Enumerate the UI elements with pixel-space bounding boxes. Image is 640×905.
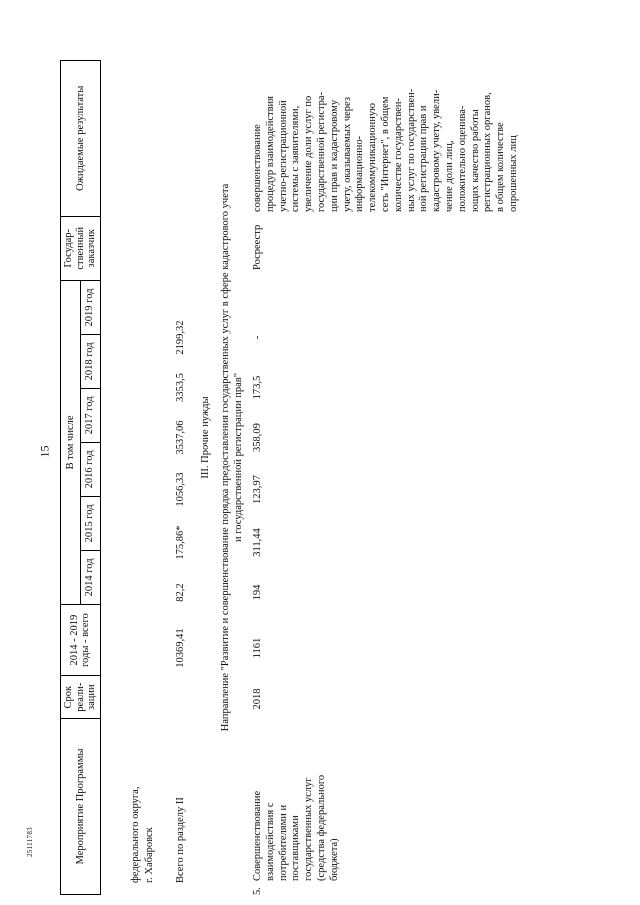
row-5-number: 5. [252,887,263,895]
row-5-result-line: процедур взаимодействия [264,96,276,212]
row-5-total: 1161 [252,637,263,659]
direction-title-line-2: и государственной регистрации прав" [233,372,244,543]
row-5-result-line: совершенствование [252,124,263,212]
continuation-line-2: г. Хабаровск [144,827,155,883]
row-5-event-line: государственных услуг [303,777,315,881]
row-5-2014: 194 [252,584,263,601]
section-title: III. Прочие нужды [200,396,211,479]
header-including: В том числе [61,280,81,604]
row-5-2018: 173,5 [252,375,263,400]
rotated-page-content [60,60,615,895]
row-5-2017: 358,09 [252,423,263,452]
row-5-result-line: регистрационных органов, [482,92,494,212]
header-year-2017: 2017 год [80,388,100,442]
section-total-2016: 1056,33 [175,472,186,507]
section-total-2019: 2199,32 [175,320,186,355]
row-5-result-line: телекоммуникационную [367,103,379,212]
section-total-2015: 175,86* [175,525,186,560]
header-year-2015: 2015 год [80,496,100,550]
direction-title-line-1: Направление "Развитие и совершенствование порядка предоставления государственных услуг в сфере кадастрового учета [220,183,231,732]
row-5-result-line: увеличение доли услуг по [303,95,315,212]
row-5-result-line: системы с заявителями, [290,105,302,212]
header-term: Срок реали-зации [61,676,101,719]
row-5-event-line: бюджета) [328,838,340,881]
section-total-2014: 82,2 [175,583,186,602]
row-5-result-line: ной регистрации прав и [418,105,430,212]
header-year-2014: 2014 год [80,550,100,604]
row-5-result-line: опрошенных лиц [507,135,519,212]
header-event: Мероприятие Программы [61,719,101,895]
section-total-2018: 3353,5 [175,373,186,402]
row-5-event-line: поставщиками [290,815,302,881]
row-5-results [252,60,521,212]
row-5-event-line: Совершенствование [252,790,263,881]
row-5-result-line: учету, оказываемых через [341,97,353,212]
section-total-label: Всего по разделу II [175,797,186,883]
header-year-2016: 2016 год [80,442,100,496]
program-table-header [60,60,101,895]
row-5-result-line: информационно- [354,135,366,212]
continuation-line-1: федерального округа, [130,786,141,883]
header-results: Ожидаемые результаты [61,61,101,217]
row-5-result-line: ции прав и кадастровому [328,99,340,212]
row-5-2016: 123,97 [252,475,263,504]
row-5-event-line: взаимодействия с [264,802,276,881]
document-code: 25111783 [26,827,34,857]
section-total-sum: 10369,41 [175,628,186,668]
row-5-event-line: потребителями и [277,804,289,881]
row-5-result-line: количестве государствен- [392,97,404,212]
row-5-result-line: государственной регистра- [315,91,327,212]
row-5-2019: - [252,335,263,340]
row-5-result-line: кадастровому учету, увели- [431,89,443,212]
header-year-2019: 2019 год [80,280,100,334]
row-5-result-line: чение доли лиц, [443,140,455,212]
row-5-result-line: положительно оценива- [456,105,468,212]
row-5-event [252,721,342,881]
row-5-result-line: в общем количестве [495,122,507,212]
header-year-2018: 2018 год [80,334,100,388]
row-5-2015: 311,44 [252,528,263,557]
row-5-result-line: ющих качество работы [469,109,481,212]
header-client: Государ-ственный заказчик [61,216,101,280]
section-total-2017: 3537,06 [175,420,186,455]
page-number: 15 [37,445,52,458]
row-5-result-line: ных услуг по государствен- [405,88,417,212]
row-5-client: Росреестр [252,224,263,270]
row-5-term: 2018 [252,688,263,710]
row-5-result-line: учетно-регистрационной [277,100,289,212]
row-5-result-line: сеть "Интернет", в общем [379,96,391,212]
header-total: 2014 - 2019 годы - всего [61,604,101,675]
row-5-event-line: (средства федерального [315,774,327,881]
